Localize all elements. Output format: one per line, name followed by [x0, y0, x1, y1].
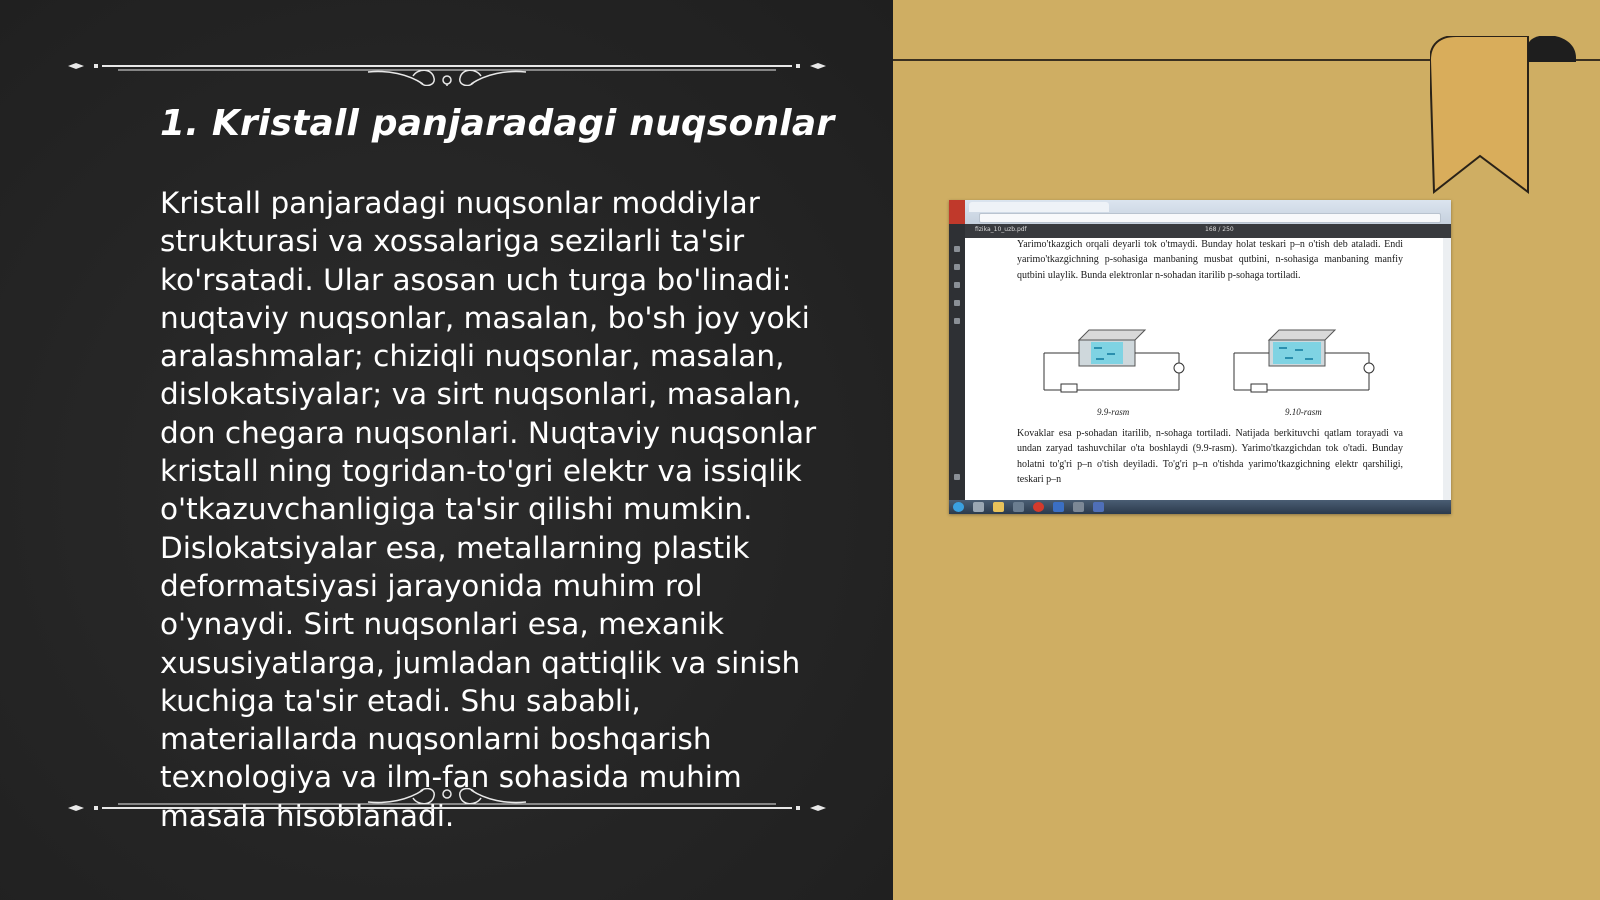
app-icon: [949, 200, 965, 224]
start-icon: [953, 502, 964, 512]
page-text-top: Yarimo'tkazgich orqali deyarli tok o'tmaydi. Bunday holat teskari p–n o'tish deb ataladi. Endi yarimo'tkazgichning p-sohasiga manbaning musbat qutbini, n-sohasiga manbaning manfiy qutbini ulaylik. Bunda elektronlar n-sohadan itarilib p-sohaga tortiladi.: [1017, 239, 1403, 281]
windows-taskbar: [949, 500, 1451, 514]
figure-caption: 9.10-rasm: [1285, 407, 1322, 417]
circuit-diagram-reverse: [1229, 318, 1379, 398]
top-ornament-divider: [68, 46, 826, 86]
bookmark-ribbon-icon: [1430, 36, 1576, 200]
browser-icon: [1033, 502, 1044, 512]
sidebar-icon: [954, 300, 960, 306]
scrollbar: [1443, 238, 1451, 500]
browser-titlebar: [949, 200, 1451, 224]
pdf-page-indicator: 168 / 250: [1205, 226, 1234, 233]
sidebar-icon: [954, 474, 960, 480]
pdf-filename: fizika_10_uzb.pdf: [975, 226, 1027, 233]
address-bar: [979, 213, 1441, 223]
figure-caption: 9.9-rasm: [1097, 407, 1130, 417]
page-text-bottom: Kovaklar esa p-sohadan itarilib, n-sohaga tortiladi. Natijada berkituvchi qatlam torayadi va undan zaryad tashuvchilar o'ta boshlaydi (9.9-rasm). Yarimo'tkazgichdan tok o'tadi. Bunday holatni to'g'ri p–n o'tish deyiladi. To'g'ri p–n o'tishda yarimo'tkazgichning elektr qarshiligi, teskari p–n: [1017, 428, 1403, 485]
folder-icon: [993, 502, 1004, 512]
slide-title: 1. Kristall panjaradagi nuqsonlar: [160, 103, 835, 144]
save-icon: [1053, 502, 1064, 512]
sidebar-icon: [954, 264, 960, 270]
browser-tab: [969, 202, 1109, 212]
sidebar-icon: [954, 246, 960, 252]
taskbar-icon: [973, 502, 984, 512]
slide-body-text: Kristall panjaradagi nuqsonlar moddiylar strukturasi va xossalariga sezilarli ta'sir ko'rsatadi. Ular asosan uch turga bo'linadi: nuqtaviy nuqsonlar, masalan, bo'sh joy yoki aralashmalar; chiziqli nuqsonlar, masalan, dislokatsiyalar; va sirt nuqsonlari, masalan, don chegara nuqsonlari. Nuqtaviy nuqsonlar kristall ning togridan-to'gri elektr va issiqlik o'tkazuvchanligiga ta'sir qilishi mumkin. Dislokatsiyalar esa, metallarning plastik deformatsiyasi jarayonida muhim rol o'ynaydi. Sirt nuqsonlari esa, mexanik xususiyatlarga, jumladan qattiqlik va sinish kuchiga ta'sir etadi. Shu sababli, materiallarda nuqsonlarni boshqarish texnologiya va ilm-fan sohasida muhim masala hisoblanadi.: [160, 186, 817, 833]
circuit-diagram-forward: [1039, 318, 1189, 398]
taskbar-icon: [1093, 502, 1104, 512]
pdf-sidebar: [949, 224, 965, 500]
embedded-screenshot: [949, 200, 1451, 514]
bottom-ornament-divider: [68, 788, 826, 828]
taskbar-icon: [1073, 502, 1084, 512]
sidebar-icon: [954, 318, 960, 324]
taskbar-icon: [1013, 502, 1024, 512]
pdf-toolbar: [965, 224, 1451, 238]
sidebar-icon: [954, 282, 960, 288]
